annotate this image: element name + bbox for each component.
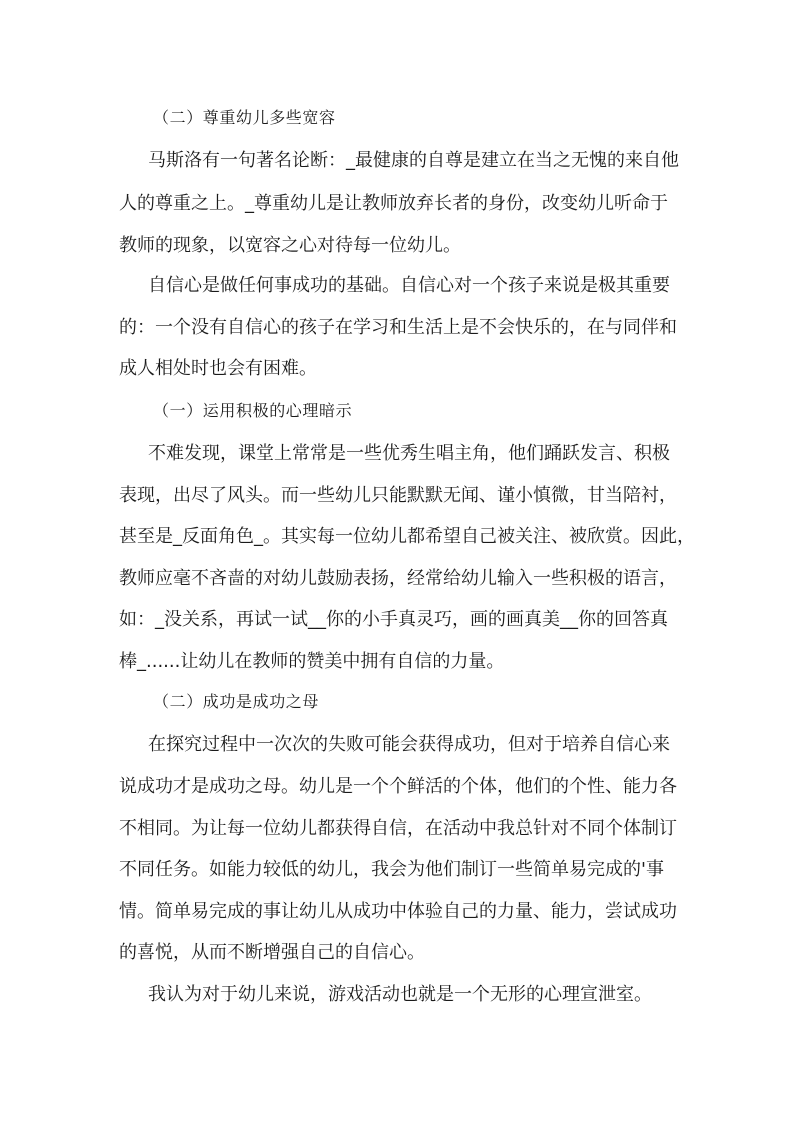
paragraph-line: 情。简单易完成的事让幼儿从成功中体验自己的力量、能力，尝试成功 bbox=[119, 901, 677, 922]
paragraph-line: 教师的现象，以宽容之心对待每一位幼儿。 bbox=[119, 235, 461, 256]
paragraph-line: 不相同。为让每一位幼儿都获得自信，在活动中我总针对不同个体制订 bbox=[119, 818, 677, 839]
paragraph-line: 成人相处时也会有困难。 bbox=[119, 358, 317, 379]
paragraph-line: 棒_......让幼儿在教师的赞美中拥有自信的力量。 bbox=[119, 651, 505, 672]
paragraph-line: 人的尊重之上。_尊重幼儿是让教师放弃长者的身份，改变幼儿听命于 bbox=[119, 193, 668, 214]
paragraph-line: 说成功才是成功之母。幼儿是一个个鲜活的个体，他们的个性、能力各 bbox=[119, 776, 677, 797]
paragraph-line: 如：_没关系，再试一试__你的小手真灵巧，画的画真美__你的回答真 bbox=[119, 609, 668, 630]
section-heading: （二）成功是成功之母 bbox=[153, 692, 320, 711]
paragraph-line: 马斯洛有一句著名论断：_最健康的自尊是建立在当之无愧的来自他 bbox=[148, 150, 679, 171]
paragraph-line: 教师应毫不吝啬的对幼儿鼓励表扬，经常给幼儿输入一些积极的语言， bbox=[119, 568, 677, 589]
paragraph-line: 不同任务。如能力较低的幼儿，我会为他们制订一些简单易完成的'事 bbox=[119, 859, 664, 880]
paragraph-line: 的喜悦，从而不断增强自己的自信心。 bbox=[119, 942, 425, 963]
paragraph-line: 甚至是_反面角色_。其实每一位幼儿都希望自己被关注、被欣赏。因此， bbox=[119, 526, 695, 547]
paragraph-line: 的：一个没有自信心的孩子在学习和生活上是不会快乐的，在与同伴和 bbox=[119, 317, 677, 338]
paragraph-line: 我认为对于幼儿来说，游戏活动也就是一个无形的心理宣泄室。 bbox=[148, 984, 652, 1005]
paragraph-line: 自信心是做任何事成功的基础。自信心对一个孩子来说是极其重要 bbox=[148, 275, 670, 296]
section-heading: （一）运用积极的心理暗示 bbox=[153, 401, 353, 420]
section-heading: （二）尊重幼儿多些宽容 bbox=[153, 108, 336, 127]
paragraph-line: 不难发现，课堂上常常是一些优秀生唱主角，他们踊跃发言、积极 bbox=[148, 443, 670, 464]
paragraph-line: 在探究过程中一次次的失败可能会获得成功，但对于培养自信心来 bbox=[148, 734, 670, 755]
paragraph-line: 表现，出尽了风头。而一些幼儿只能默默无闻、谨小慎微，甘当陪衬， bbox=[119, 485, 677, 506]
